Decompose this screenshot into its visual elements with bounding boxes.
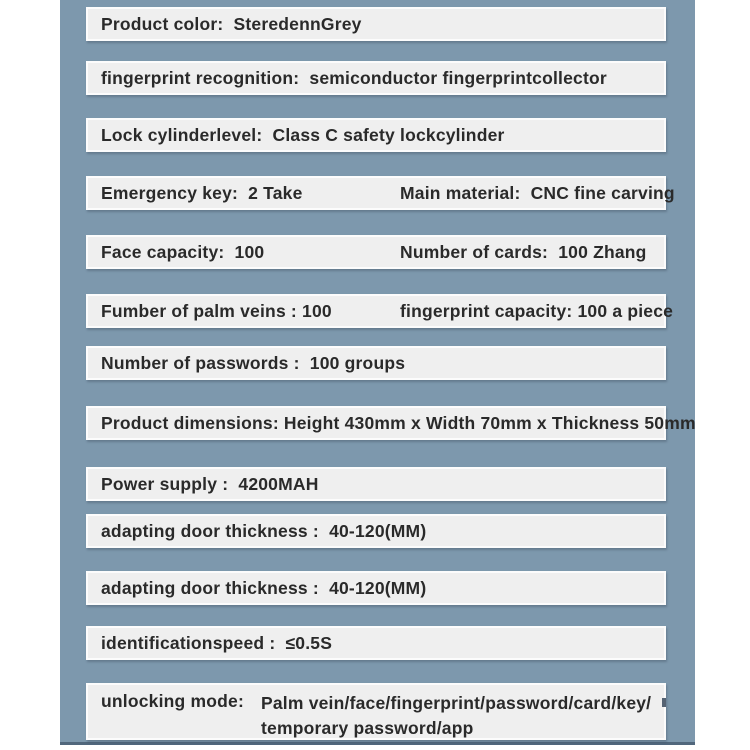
spec-row-emergency-key-main-material [86,176,675,210]
spec-row-power-supply [86,467,666,501]
spec-row-fingerprint-recognition [86,61,666,95]
spec-row-product-color [86,7,666,41]
spec-text: identificationspeed : ≤0.5S [101,632,333,653]
spec-value-line-2: temporary password/app [261,718,474,738]
spec-text: Power supply : 4200MAH [101,473,319,494]
spec-text: fingerprint recognition: semiconductor fingerprintcollector [101,67,607,88]
spec-text-left: Face capacity: 100 [101,241,265,262]
spec-text-right: Main material: CNC fine carving [400,182,675,203]
spec-label: unlocking mode: [101,691,244,711]
spec-row-face-capacity-cards [86,235,666,269]
spec-row-identification-speed [86,626,666,660]
spec-text-left: Fumber of palm veins : 100 [101,300,332,321]
spec-text: adapting door thickness : 40-120(MM) [101,577,427,598]
spec-row-palm-veins-fingerprint-capacity [86,294,674,328]
spec-row-product-dimensions [86,406,696,440]
spec-value-lines [261,691,651,741]
spec-text: Number of passwords : 100 groups [101,352,406,373]
spec-row-unlocking-mode [86,683,666,740]
spec-row-door-thickness-1 [86,514,666,548]
spec-text: adapting door thickness : 40-120(MM) [101,520,427,541]
spec-value-line-1: Palm vein/face/fingerprint/password/card/key/ [261,693,652,713]
spec-row-number-of-passwords [86,346,666,380]
spec-text: Product dimensions: Height 430mm x Width 70mm x Thickness 50mm [101,412,696,433]
spec-text-right: fingerprint capacity: 100 a piece [400,300,674,321]
spec-text-right: Number of cards: 100 Zhang [400,241,647,262]
spec-row-lock-cylinder-level [86,118,666,152]
spec-text: Lock cylinderlevel: Class C safety lockcylinder [101,124,505,145]
artifact-mark [662,698,666,707]
spec-panel [60,0,695,745]
spec-text-left: Emergency key: 2 Take [101,182,303,203]
spec-row-door-thickness-2 [86,571,666,605]
spec-text: Product color: SteredennGrey [101,13,362,34]
